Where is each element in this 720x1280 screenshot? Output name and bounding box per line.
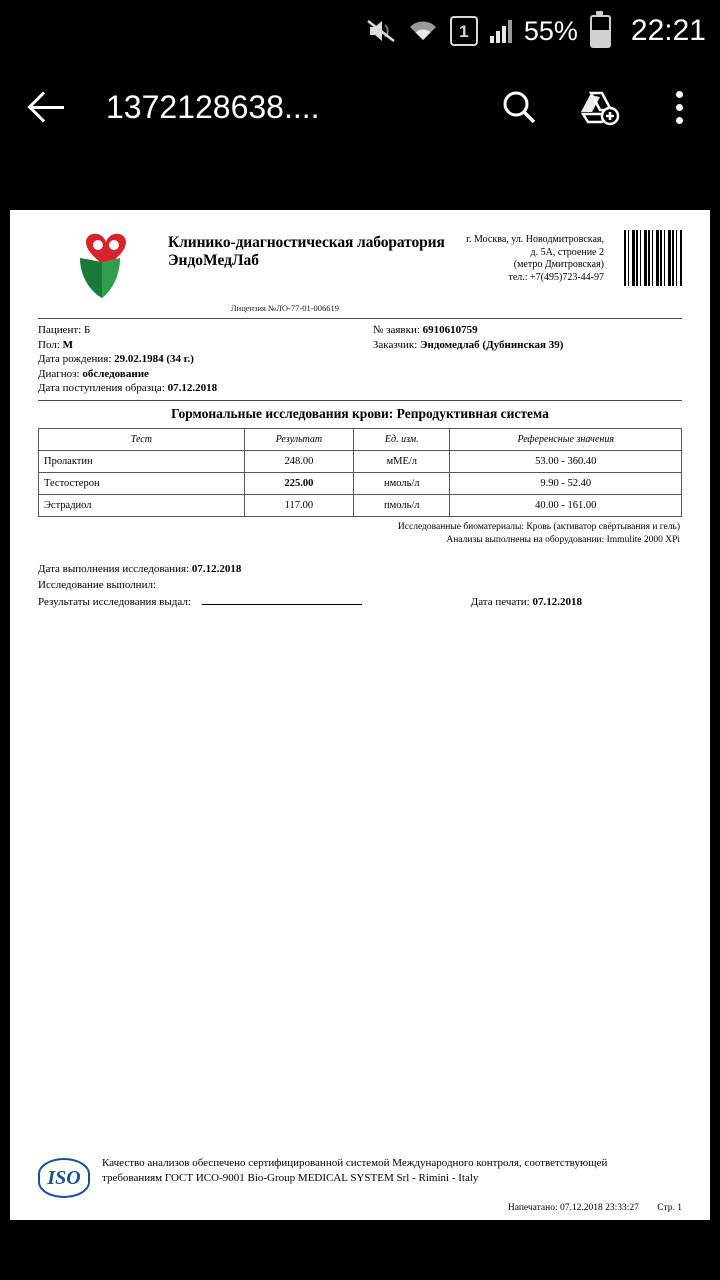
analysis-notes: [38, 521, 682, 547]
lab-license: Лицензия №ЛО-77-01-006619: [230, 303, 340, 313]
printed-info: [508, 1201, 682, 1216]
cell-result: 117.00: [244, 494, 353, 516]
sample-received-label: Дата поступления образца:: [38, 382, 165, 394]
customer-label: Заказчик:: [372, 338, 418, 351]
order-number-row: [373, 323, 682, 338]
iso-text-line1: Качество анализов обеспечено сертифицированной системой Международного контроля, соответствующей: [102, 1157, 608, 1169]
app-bar: [0, 62, 720, 152]
cell-test-name: Пролактин: [39, 450, 245, 472]
iso-certification-block: [38, 1156, 682, 1213]
cell-test-name: Эстрадиол: [39, 494, 245, 516]
column-header-unit: Ед. изм.: [354, 428, 450, 450]
patient-left-column: [38, 323, 373, 396]
iso-text-line2: требованиям ГОСТ ИСО-9001 Bio-Group MEDICAL SYSTEM Srl - Rimini - Italy: [102, 1172, 479, 1184]
lab-name: [168, 234, 445, 270]
iso-text: [102, 1156, 682, 1213]
print-date-label: Дата печати:: [470, 595, 530, 608]
cell-reference: 40.00 - 161.00: [450, 494, 682, 516]
patient-birth-value: 29.02.1984 (34 г.): [114, 353, 194, 365]
print-date-value: 07.12.2018: [532, 595, 582, 608]
status-clock: 22:21: [630, 14, 706, 47]
barcode: [624, 230, 682, 286]
issued-by-row: [38, 593, 682, 610]
battery-percent: 55%: [523, 15, 578, 46]
exec-date-row: [38, 561, 682, 577]
patient-sex-value: М: [62, 338, 73, 351]
appbar-gap: [0, 152, 720, 210]
column-header-result: Результат: [244, 428, 353, 450]
customer-row: [373, 338, 682, 353]
table-row: [39, 494, 682, 516]
signal-icon: [490, 19, 512, 43]
performed-by-label: Исследование выполнил:: [38, 578, 157, 591]
mute-icon: [366, 18, 396, 44]
printed-timestamp: Напечатано: 07.12.2018 23:33:27: [507, 1203, 639, 1213]
lab-report: [10, 210, 710, 610]
lab-address-line-3: (метро Дмитровская): [513, 259, 604, 270]
table-header-row: [39, 428, 682, 450]
patient-sex-row: [38, 338, 373, 353]
status-bar: [0, 0, 720, 62]
document-page[interactable]: [10, 210, 710, 1220]
add-to-drive-icon[interactable]: [576, 84, 622, 130]
table-row: [39, 450, 682, 472]
order-number-value: 6910610759: [422, 324, 478, 336]
section-title: Гормональные исследования крови: Репродуктивная система: [171, 405, 549, 421]
cell-unit: пмоль/л: [354, 494, 450, 516]
cell-result: 248.00: [244, 450, 353, 472]
divider-top: [38, 318, 682, 319]
column-header-test: Тест: [39, 428, 245, 450]
patient-sex-label: Пол:: [38, 338, 60, 351]
bottom-bezel: [0, 1228, 720, 1280]
divider-mid: [38, 400, 682, 401]
lab-name-line2: ЭндоМедЛаб: [168, 252, 260, 269]
performed-by-row: [38, 577, 682, 593]
wifi-icon: [408, 19, 438, 43]
patient-diagnosis-row: [38, 367, 373, 382]
cell-reference: 9.90 - 52.40: [450, 472, 682, 494]
iso-logo-icon: ISO: [38, 1158, 90, 1198]
biomaterial-note: Исследованные биоматериалы: Кровь (активатор свёртывания и гель): [397, 521, 680, 532]
patient-name-row: [38, 323, 373, 338]
cell-result: 225.00: [244, 472, 353, 494]
report-header: [38, 224, 682, 302]
patient-diagnosis-value: обследование: [82, 367, 149, 380]
sample-received-row: [38, 381, 373, 396]
sim-1-badge: 1: [450, 16, 478, 46]
cell-unit: мМЕ/л: [354, 450, 450, 472]
issued-by-label: Результаты исследования выдал:: [38, 595, 191, 608]
exec-date-value: 07.12.2018: [191, 562, 242, 575]
print-date-row: [471, 594, 582, 610]
cell-reference: 53.00 - 360.40: [450, 450, 682, 472]
equipment-note: Анализы выполнены на оборудовании: Immulite 2000 XPi: [446, 534, 680, 545]
more-options-icon[interactable]: [656, 84, 702, 130]
patient-name-label: Пациент:: [38, 324, 82, 336]
customer-value: Эндомедлаб (Дубнинская 39): [420, 338, 564, 351]
lab-logo-icon: [72, 228, 148, 302]
back-arrow-icon[interactable]: [26, 85, 70, 129]
table-row: [39, 472, 682, 494]
patient-birth-label: Дата рождения:: [38, 353, 112, 365]
patient-block: [38, 323, 682, 396]
lab-address-line-2: д. 5А, строение 2: [530, 246, 604, 258]
app-bar-actions: [496, 84, 702, 130]
patient-diagnosis-label: Диагноз:: [38, 367, 80, 380]
cell-unit: нмоль/л: [354, 472, 450, 494]
report-footer: [38, 561, 682, 610]
page-title: 1372128638....: [106, 88, 320, 125]
cell-test-name: Тестостерон: [39, 472, 245, 494]
search-icon[interactable]: [496, 84, 542, 130]
signature-line: [202, 593, 362, 605]
patient-name-value: Б: [83, 324, 91, 336]
lab-address-line-4: тел.: +7(495)723-44-97: [508, 271, 604, 283]
status-icons: [366, 14, 706, 48]
lab-address-line-1: г. Москва, ул. Новодмитровская,: [466, 234, 604, 245]
page-number: Стр. 1: [657, 1203, 682, 1213]
lab-name-line1: Клинико-диагностическая лаборатория: [168, 234, 445, 251]
sample-received-value: 07.12.2018: [167, 382, 218, 394]
battery-icon: [590, 15, 611, 48]
exec-date-label: Дата выполнения исследования:: [38, 562, 190, 575]
patient-right-column: [373, 323, 682, 396]
results-table: [38, 428, 682, 517]
patient-birth-row: [38, 352, 373, 367]
column-header-reference: Референсные значения: [450, 428, 682, 450]
order-number-label: № заявки:: [372, 324, 420, 336]
redaction-bar: [93, 326, 283, 335]
lab-address: [455, 234, 614, 284]
